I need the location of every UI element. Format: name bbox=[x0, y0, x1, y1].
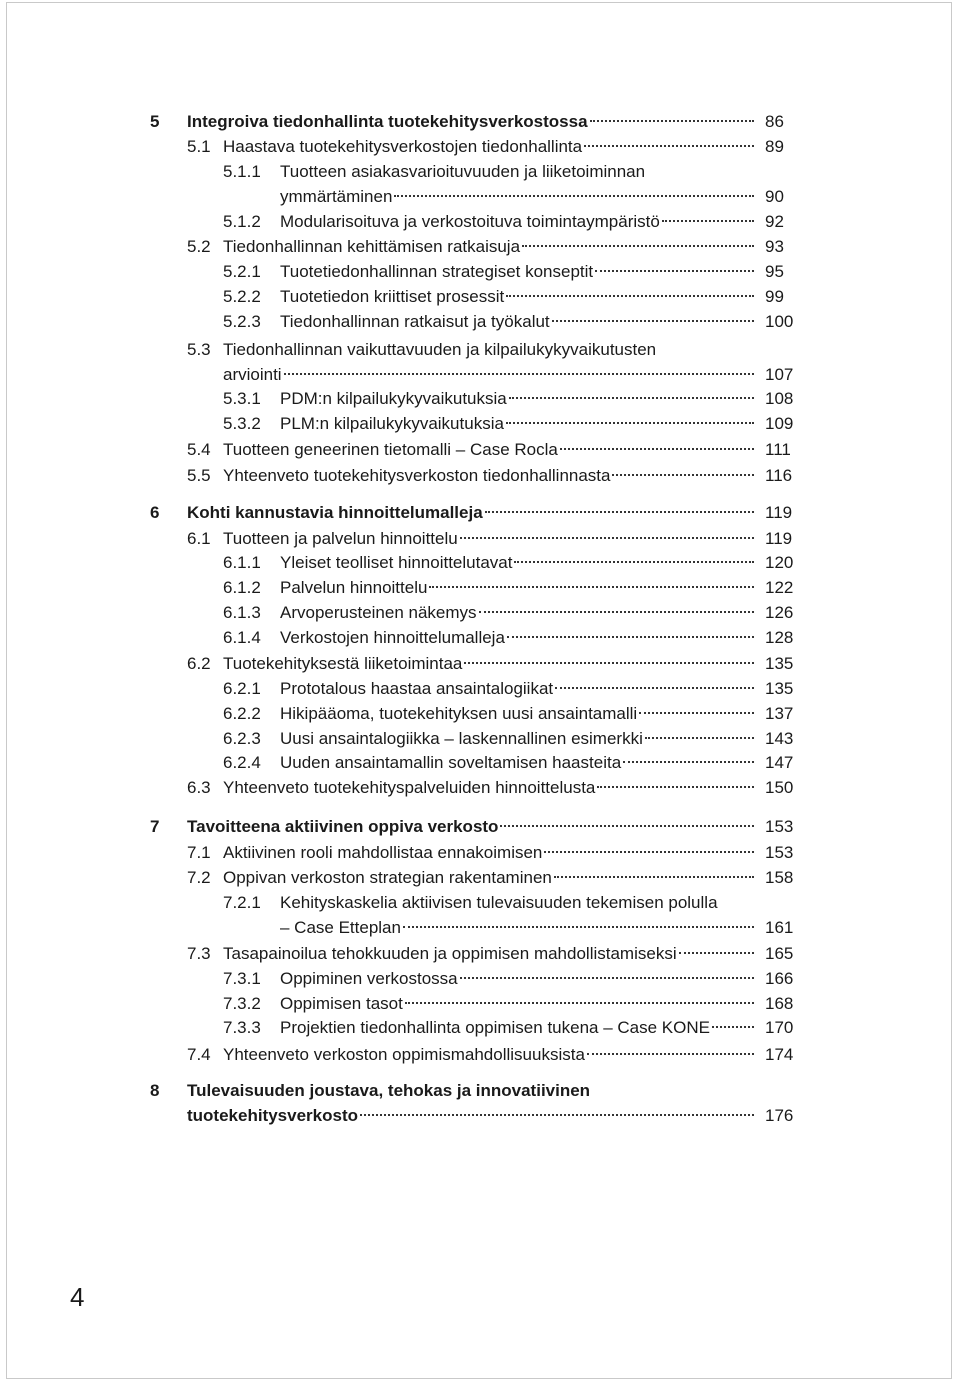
section-number: 7.3.1 bbox=[223, 969, 261, 988]
entry-title-text: Tiedonhallinnan ratkaisut ja työkalut bbox=[280, 312, 550, 331]
section-number: 5.1.1 bbox=[223, 162, 261, 181]
entry-title-text: arviointi bbox=[223, 365, 282, 384]
dot-leader bbox=[405, 1002, 754, 1004]
entry-title bbox=[223, 1043, 758, 1067]
section-number: 7.3.2 bbox=[223, 994, 261, 1013]
dot-leader bbox=[645, 737, 754, 739]
toc-entry bbox=[0, 501, 960, 525]
entry-title bbox=[187, 815, 758, 839]
section-number: 6.2 bbox=[187, 654, 211, 673]
dot-leader bbox=[639, 712, 754, 714]
entry-page-number: 116 bbox=[765, 466, 793, 485]
section-number: 6.1.1 bbox=[223, 553, 261, 572]
entry-page-number: 174 bbox=[765, 1045, 794, 1064]
entry-title bbox=[187, 501, 758, 525]
toc-entry bbox=[0, 235, 960, 259]
dot-leader bbox=[560, 448, 754, 450]
toc-entry bbox=[0, 1043, 960, 1067]
entry-title bbox=[280, 916, 758, 940]
chapter-number: 5 bbox=[150, 112, 160, 131]
dot-leader bbox=[587, 1053, 754, 1055]
entry-title bbox=[280, 891, 880, 915]
section-number: 7.3.3 bbox=[223, 1018, 261, 1037]
entry-page-number: 89 bbox=[765, 137, 784, 156]
entry-title bbox=[223, 841, 758, 865]
section-number: 5.1 bbox=[187, 137, 211, 156]
section-number: 6.1.2 bbox=[223, 578, 261, 597]
entry-title bbox=[280, 160, 880, 184]
entry-title bbox=[280, 412, 758, 436]
section-number: 7.2 bbox=[187, 868, 211, 887]
section-number: 5.3.1 bbox=[223, 389, 261, 408]
entry-title-text: ymmärtäminen bbox=[280, 187, 393, 206]
entry-title-text: Yhteenveto tuotekehitysverkoston tiedonhallinnasta bbox=[223, 466, 611, 485]
section-number: 6.2.1 bbox=[223, 679, 261, 698]
entry-title bbox=[280, 702, 758, 726]
toc-entry bbox=[0, 363, 960, 387]
chapter-number: 8 bbox=[150, 1081, 160, 1100]
toc-entry bbox=[0, 751, 960, 775]
toc-entry bbox=[0, 1079, 960, 1103]
toc-entry bbox=[0, 942, 960, 966]
toc-entry bbox=[0, 967, 960, 991]
entry-title-text: Yhteenveto tuotekehityspalveluiden hinnoittelusta bbox=[223, 778, 596, 797]
entry-title-text: Oppivan verkoston strategian rakentaminen bbox=[223, 868, 552, 887]
entry-page-number: 99 bbox=[765, 287, 784, 306]
entry-title bbox=[280, 387, 758, 411]
section-number: 5.5 bbox=[187, 466, 211, 485]
entry-title bbox=[223, 338, 823, 362]
dot-leader bbox=[514, 561, 754, 563]
entry-title bbox=[280, 727, 758, 751]
dot-leader bbox=[485, 511, 754, 513]
toc-entry bbox=[0, 285, 960, 309]
dot-leader bbox=[584, 145, 754, 147]
dot-leader bbox=[429, 586, 754, 588]
entry-page-number: 168 bbox=[765, 994, 794, 1013]
entry-title bbox=[223, 527, 758, 551]
entry-title bbox=[223, 942, 758, 966]
entry-page-number: 109 bbox=[765, 414, 794, 433]
entry-page-number: 153 bbox=[765, 843, 794, 862]
entry-title bbox=[280, 992, 758, 1016]
entry-title-text: Prototalous haastaa ansaintalogiikat bbox=[280, 679, 554, 698]
toc-entry bbox=[0, 438, 960, 462]
section-number: 5.2 bbox=[187, 237, 211, 256]
entry-title-text: Haastava tuotekehitysverkostojen tiedonhallinta bbox=[223, 137, 583, 156]
entry-title bbox=[187, 1079, 787, 1103]
entry-page-number: 108 bbox=[765, 389, 794, 408]
entry-page-number: 170 bbox=[765, 1018, 794, 1037]
toc-entry bbox=[0, 210, 960, 234]
entry-title bbox=[187, 1104, 758, 1128]
entry-title bbox=[223, 438, 758, 462]
entry-page-number: 143 bbox=[765, 729, 794, 748]
toc-entry bbox=[0, 841, 960, 865]
entry-title-text: Tulevaisuuden joustava, tehokas ja innovatiivinen bbox=[187, 1081, 591, 1100]
dot-leader bbox=[506, 295, 754, 297]
dot-leader bbox=[507, 636, 754, 638]
dot-leader bbox=[544, 851, 754, 853]
entry-title-text: Uuden ansaintamallin soveltamisen haasteita bbox=[280, 753, 622, 772]
toc-entry bbox=[0, 815, 960, 839]
dot-leader bbox=[522, 245, 754, 247]
toc-entry bbox=[0, 652, 960, 676]
entry-title bbox=[280, 576, 758, 600]
entry-title bbox=[280, 260, 758, 284]
toc-entry bbox=[0, 135, 960, 159]
entry-title-text: tuotekehitysverkosto bbox=[187, 1106, 358, 1125]
entry-title-text: Oppimisen tasot bbox=[280, 994, 403, 1013]
entry-title bbox=[223, 652, 758, 676]
section-number: 5.2.3 bbox=[223, 312, 261, 331]
dot-leader bbox=[555, 687, 754, 689]
section-number: 5.2.1 bbox=[223, 262, 261, 281]
entry-page-number: 137 bbox=[765, 704, 794, 723]
toc-entry bbox=[0, 412, 960, 436]
entry-page-number: 135 bbox=[765, 654, 794, 673]
toc-entry bbox=[0, 110, 960, 134]
entry-page-number: 119 bbox=[765, 529, 793, 548]
toc-entry bbox=[0, 702, 960, 726]
entry-title-text: Yleiset teolliset hinnoittelutavat bbox=[280, 553, 513, 572]
dot-leader bbox=[460, 977, 754, 979]
dot-leader bbox=[506, 422, 754, 424]
entry-title bbox=[280, 626, 758, 650]
dot-leader bbox=[360, 1114, 754, 1116]
dot-leader bbox=[712, 1026, 754, 1028]
entry-page-number: 135 bbox=[765, 679, 794, 698]
entry-title-text: Arvoperusteinen näkemys bbox=[280, 603, 477, 622]
entry-page-number: 147 bbox=[765, 753, 794, 772]
dot-leader bbox=[679, 952, 754, 954]
section-number: 6.3 bbox=[187, 778, 211, 797]
entry-page-number: 107 bbox=[765, 365, 794, 384]
entry-title-text: Verkostojen hinnoittelumalleja bbox=[280, 628, 505, 647]
toc-entry bbox=[0, 727, 960, 751]
entry-title bbox=[280, 677, 758, 701]
entry-title bbox=[280, 601, 758, 625]
entry-page-number: 93 bbox=[765, 237, 784, 256]
entry-page-number: 122 bbox=[765, 578, 794, 597]
entry-page-number: 95 bbox=[765, 262, 784, 281]
entry-title bbox=[280, 551, 758, 575]
entry-page-number: 158 bbox=[765, 868, 794, 887]
section-number: 6.1 bbox=[187, 529, 211, 548]
section-number: 6.2.2 bbox=[223, 704, 261, 723]
entry-page-number: 176 bbox=[765, 1106, 794, 1125]
entry-page-number: 165 bbox=[765, 944, 794, 963]
entry-page-number: 166 bbox=[765, 969, 794, 988]
dot-leader bbox=[509, 397, 754, 399]
entry-page-number: 153 bbox=[765, 817, 794, 836]
entry-title-text: Modularisoituva ja verkostoituva toimintaympäristö bbox=[280, 212, 660, 231]
entry-title-text: Tuotekehityksestä liiketoimintaa bbox=[223, 654, 463, 673]
entry-title bbox=[280, 751, 758, 775]
section-number: 6.2.3 bbox=[223, 729, 261, 748]
dot-leader bbox=[479, 611, 754, 613]
entry-page-number: 128 bbox=[765, 628, 794, 647]
entry-title bbox=[223, 776, 758, 800]
dot-leader bbox=[612, 474, 754, 476]
entry-page-number: 90 bbox=[765, 187, 784, 206]
toc-entry bbox=[0, 992, 960, 1016]
entry-title bbox=[223, 363, 758, 387]
dot-leader bbox=[597, 786, 754, 788]
entry-title bbox=[187, 110, 758, 134]
section-number: 6.1.4 bbox=[223, 628, 261, 647]
entry-title-text: Tuotteen geneerinen tietomalli – Case Rocla bbox=[223, 440, 558, 459]
entry-title-text: Tasapainoilua tehokkuuden ja oppimisen mahdollistamiseksi bbox=[223, 944, 677, 963]
entry-page-number: 100 bbox=[765, 312, 794, 331]
section-number: 6.2.4 bbox=[223, 753, 261, 772]
entry-title-text: Tuotetiedon kriittiset prosessit bbox=[280, 287, 505, 306]
entry-title-text: Tiedonhallinnan vaikuttavuuden ja kilpailukykyvaikutusten bbox=[223, 340, 657, 359]
dot-leader bbox=[662, 220, 754, 222]
section-number: 5.1.2 bbox=[223, 212, 261, 231]
toc-entry bbox=[0, 527, 960, 551]
entry-page-number: 126 bbox=[765, 603, 794, 622]
entry-title bbox=[280, 310, 758, 334]
entry-title-text: PDM:n kilpailukykyvaikutuksia bbox=[280, 389, 507, 408]
dot-leader bbox=[284, 373, 754, 375]
entry-page-number: 111 bbox=[765, 440, 791, 459]
toc-entry bbox=[0, 260, 960, 284]
section-number: 7.2.1 bbox=[223, 893, 261, 912]
entry-title-text: Kehityskaskelia aktiivisen tulevaisuuden tekemisen polulla bbox=[280, 893, 718, 912]
toc-entry bbox=[0, 601, 960, 625]
dot-leader bbox=[403, 926, 754, 928]
entry-title bbox=[223, 135, 758, 159]
page-number: 4 bbox=[70, 1282, 85, 1312]
entry-title bbox=[280, 285, 758, 309]
entry-title-text: Tavoitteena aktiivinen oppiva verkosto bbox=[187, 817, 499, 836]
toc-entry bbox=[0, 677, 960, 701]
entry-title-text: Hikipääoma, tuotekehityksen uusi ansaintamalli bbox=[280, 704, 638, 723]
entry-page-number: 92 bbox=[765, 212, 784, 231]
dot-leader bbox=[500, 825, 754, 827]
entry-page-number: 150 bbox=[765, 778, 794, 797]
entry-title-text: Palvelun hinnoittelu bbox=[280, 578, 428, 597]
toc-entry bbox=[0, 387, 960, 411]
dot-leader bbox=[554, 876, 754, 878]
entry-title bbox=[280, 1016, 758, 1040]
toc-entry bbox=[0, 1104, 960, 1128]
entry-title-text: Yhteenveto verkoston oppimismahdollisuuksista bbox=[223, 1045, 585, 1064]
entry-title bbox=[223, 866, 758, 890]
section-number: 7.4 bbox=[187, 1045, 211, 1064]
toc-entry bbox=[0, 160, 960, 184]
dot-leader bbox=[460, 537, 754, 539]
section-number: 5.3.2 bbox=[223, 414, 261, 433]
toc-entry bbox=[0, 338, 960, 362]
entry-title-text: Projektien tiedonhallinta oppimisen tukena – Case KONE bbox=[280, 1018, 710, 1037]
section-number: 5.2.2 bbox=[223, 287, 261, 306]
toc-entry bbox=[0, 891, 960, 915]
entry-title-text: PLM:n kilpailukykyvaikutuksia bbox=[280, 414, 504, 433]
dot-leader bbox=[590, 120, 754, 122]
entry-page-number: 119 bbox=[765, 503, 793, 522]
entry-page-number: 120 bbox=[765, 553, 794, 572]
entry-title bbox=[223, 464, 758, 488]
dot-leader bbox=[595, 270, 754, 272]
toc-entry bbox=[0, 464, 960, 488]
entry-title-text: Tuotteen asiakasvarioituvuuden ja liiketoiminnan bbox=[280, 162, 646, 181]
toc-entry bbox=[0, 916, 960, 940]
entry-title-text: Kohti kannustavia hinnoittelumalleja bbox=[187, 503, 483, 522]
toc-entry bbox=[0, 185, 960, 209]
entry-title-text: Tuotteen ja palvelun hinnoittelu bbox=[223, 529, 458, 548]
entry-title bbox=[280, 210, 758, 234]
entry-page-number: 161 bbox=[765, 918, 794, 937]
entry-title-text: – Case Etteplan bbox=[280, 918, 401, 937]
toc-entry bbox=[0, 1016, 960, 1040]
entry-title bbox=[280, 967, 758, 991]
dot-leader bbox=[552, 320, 754, 322]
entry-title-text: Aktiivinen rooli mahdollistaa ennakoimisen bbox=[223, 843, 543, 862]
toc-entry bbox=[0, 310, 960, 334]
dot-leader bbox=[394, 195, 754, 197]
section-number: 6.1.3 bbox=[223, 603, 261, 622]
toc-entry bbox=[0, 551, 960, 575]
entry-page-number: 86 bbox=[765, 112, 784, 131]
dot-leader bbox=[464, 662, 754, 664]
entry-title-text: Oppiminen verkostossa bbox=[280, 969, 458, 988]
entry-title-text: Tiedonhallinnan kehittämisen ratkaisuja bbox=[223, 237, 521, 256]
section-number: 7.1 bbox=[187, 843, 211, 862]
toc-entry bbox=[0, 776, 960, 800]
toc-entry bbox=[0, 626, 960, 650]
section-number: 5.3 bbox=[187, 340, 211, 359]
entry-title-text: Uusi ansaintalogiikka – laskennallinen esimerkki bbox=[280, 729, 643, 748]
toc-entry bbox=[0, 576, 960, 600]
toc-entry bbox=[0, 866, 960, 890]
entry-title-text: Integroiva tiedonhallinta tuotekehitysverkostossa bbox=[187, 112, 588, 131]
dot-leader bbox=[623, 761, 754, 763]
section-number: 5.4 bbox=[187, 440, 211, 459]
entry-title-text: Tuotetiedonhallinnan strategiset konseptit bbox=[280, 262, 594, 281]
entry-title bbox=[280, 185, 758, 209]
chapter-number: 6 bbox=[150, 503, 160, 522]
chapter-number: 7 bbox=[150, 817, 160, 836]
section-number: 7.3 bbox=[187, 944, 211, 963]
entry-title bbox=[223, 235, 758, 259]
